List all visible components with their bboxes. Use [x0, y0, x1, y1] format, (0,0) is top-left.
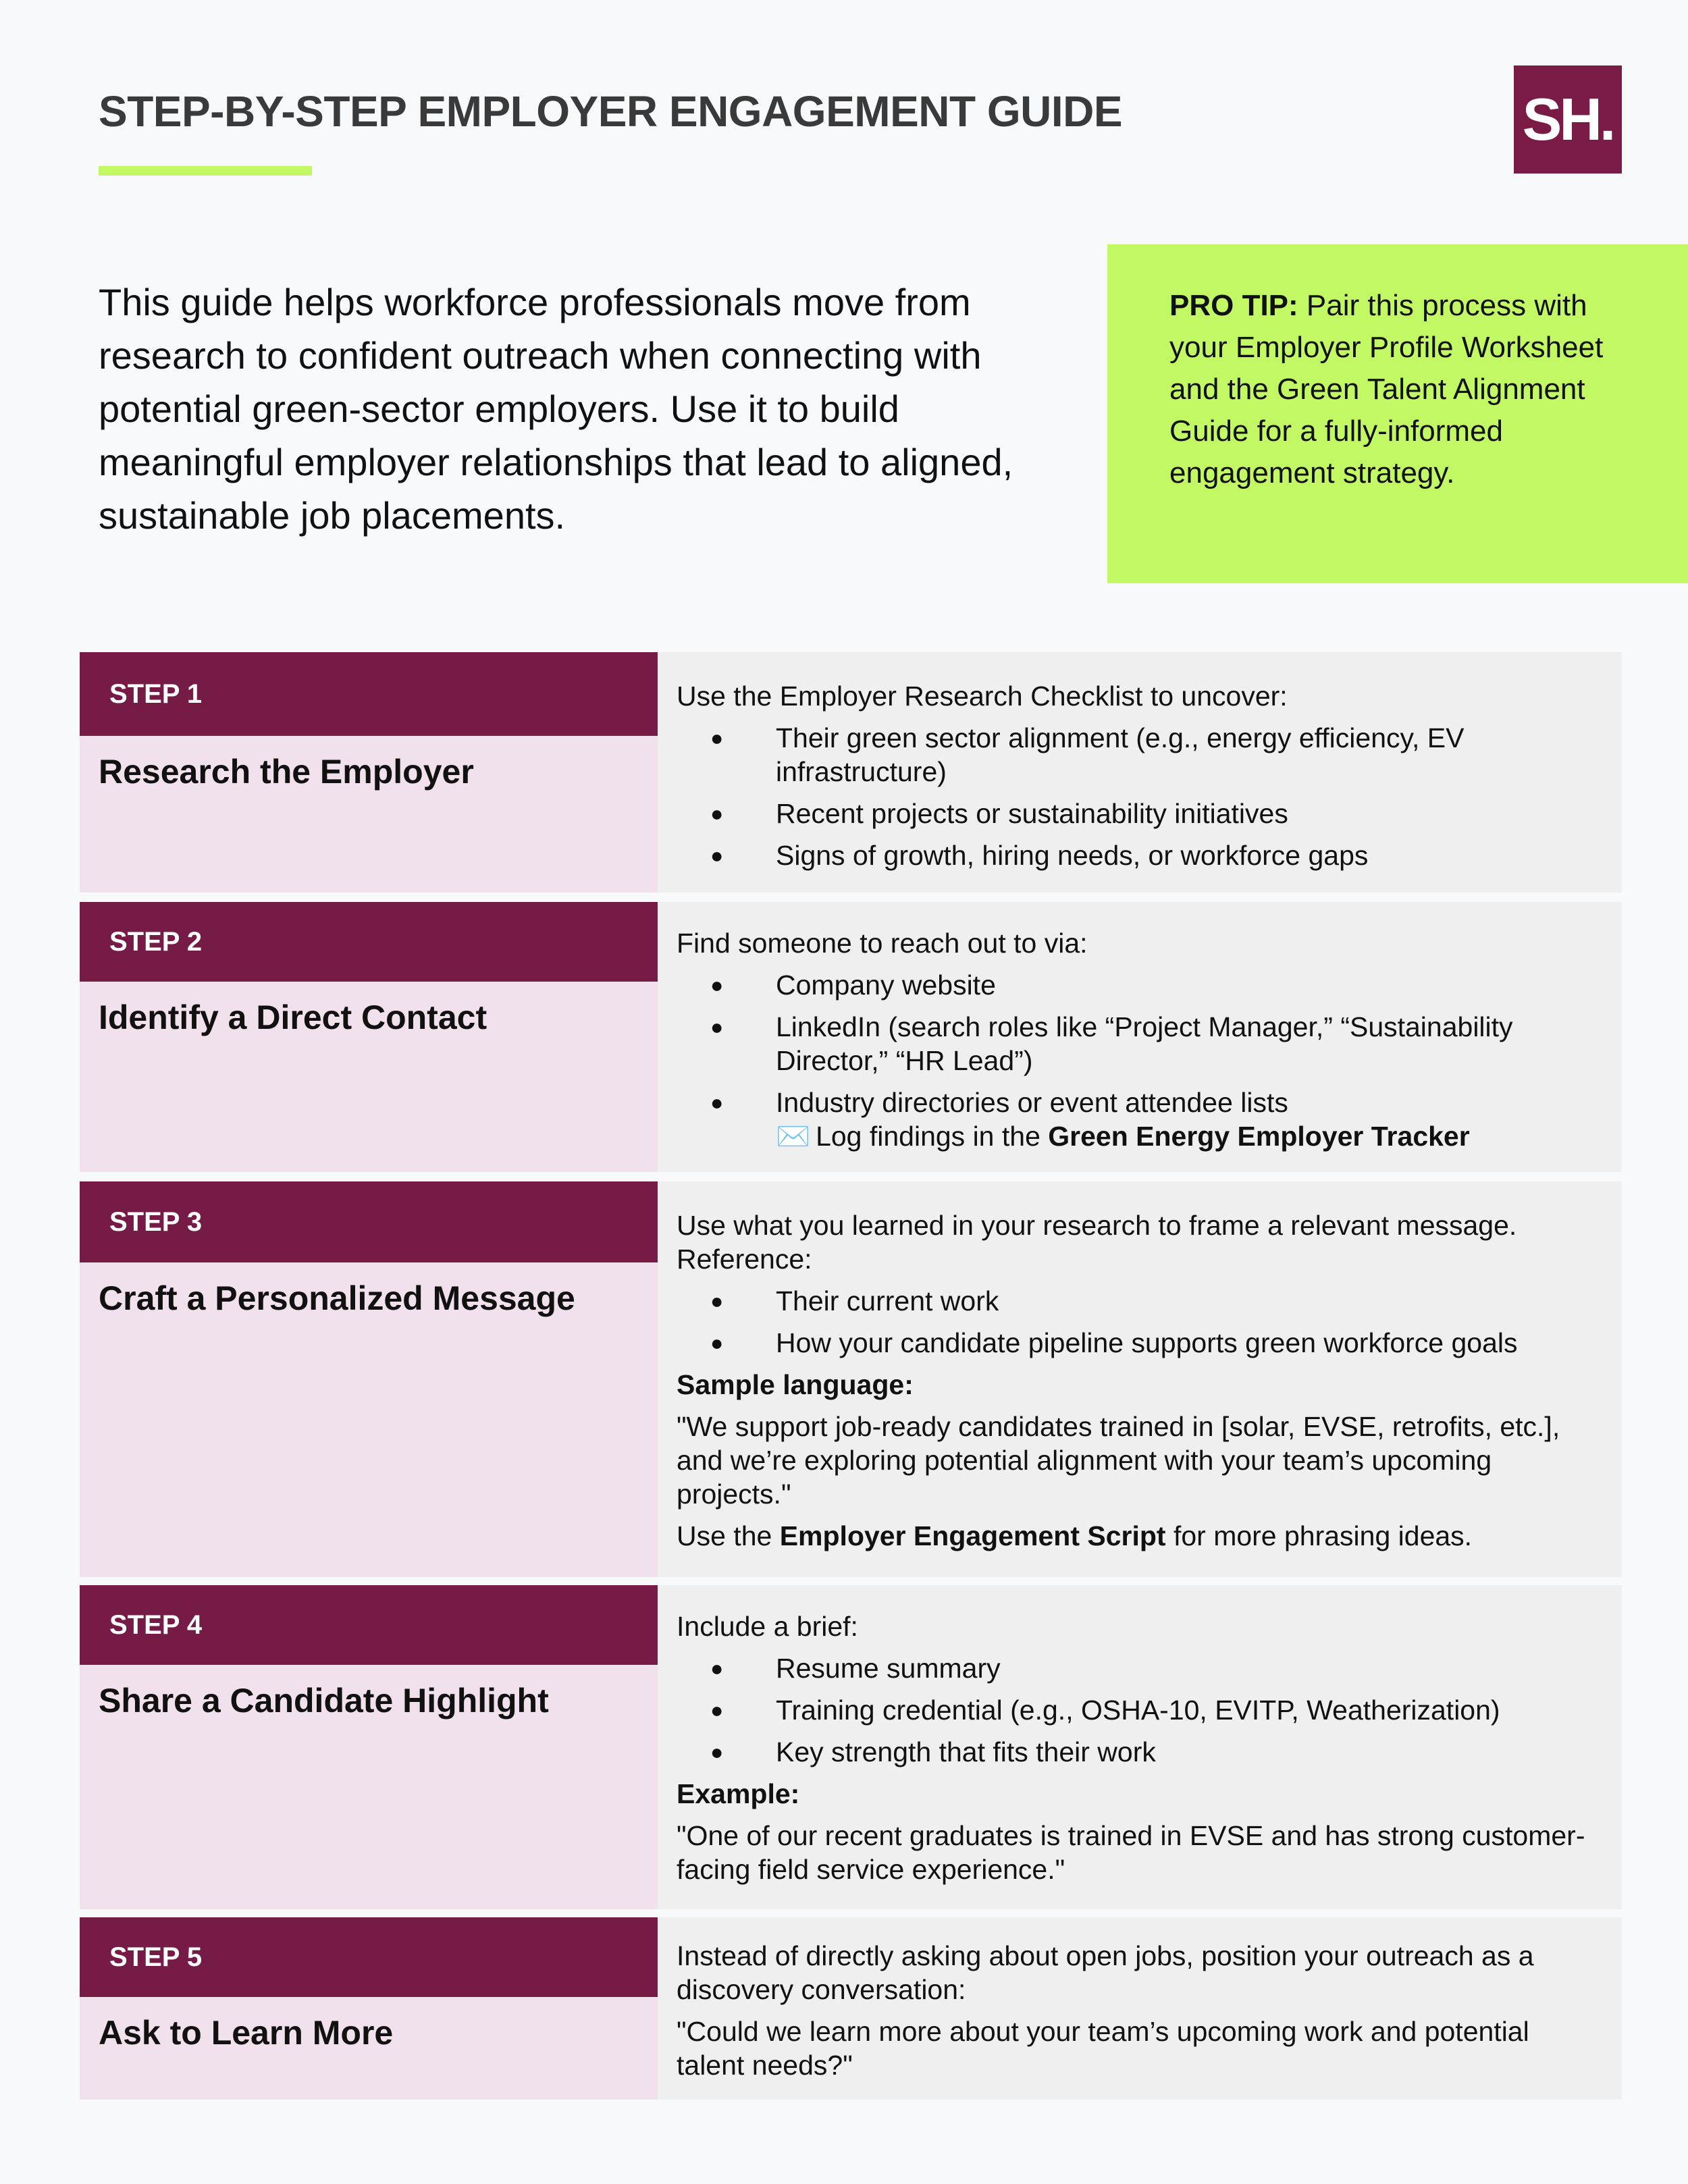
step-5-row	[80, 1917, 1622, 2100]
step-2-intro: Find someone to reach out to via:	[677, 928, 1088, 959]
list-item: ● Signs of growth, hiring needs, or workforce gaps	[677, 838, 1595, 872]
step-3-content	[658, 1181, 1622, 1577]
step-4-content	[658, 1585, 1622, 1909]
step-5-content	[658, 1917, 1622, 2100]
step-1-bullets	[677, 721, 1595, 872]
step-3-outro	[677, 1519, 1595, 1553]
step-4-title: Share a Candidate Highlight	[99, 1682, 549, 1720]
list-item: ● Resume summary	[677, 1651, 1595, 1685]
step-2-content	[658, 902, 1622, 1172]
step-4-label: STEP 4	[80, 1585, 658, 1665]
step-2-title: Identify a Direct Contact	[99, 998, 487, 1036]
step-2-label: STEP 2	[80, 902, 658, 982]
step-5-header	[80, 1917, 658, 2100]
sh-logo: SH.	[1514, 65, 1622, 174]
step-4-header	[80, 1585, 658, 1909]
step-4-row	[80, 1585, 1622, 1909]
step-3-outro-script: Employer Engagement Script	[779, 1520, 1166, 1551]
step-1-label: STEP 1	[80, 652, 658, 736]
step-4-example-text: "One of our recent graduates is trained in EVSE and has strong customer-facing field service experience."	[677, 1820, 1585, 1885]
step-3-label: STEP 3	[80, 1181, 658, 1262]
step-1-intro: Use the Employer Research Checklist to uncover:	[677, 681, 1288, 712]
step-1-row	[80, 652, 1622, 893]
pro-tip-box	[1107, 244, 1688, 583]
list-item: ● Company website	[677, 968, 1595, 1002]
step-2-note-prefix: Log findings in the	[816, 1121, 1049, 1152]
step-1-title: Research the Employer	[99, 753, 474, 791]
step-5-intro: Instead of directly asking about open jobs, position your outreach as a discovery conversation:	[677, 1940, 1534, 2005]
step-3-bullets	[677, 1284, 1595, 1360]
list-item: ● How your candidate pipeline supports green workforce goals	[677, 1326, 1595, 1360]
list-item: ● Their green sector alignment (e.g., energy efficiency, EV infrastructure)	[677, 721, 1595, 789]
step-2-note-tracker: Green Energy Employer Tracker	[1048, 1121, 1470, 1152]
step-3-row	[80, 1181, 1622, 1577]
step-2-bullets	[677, 968, 1595, 1119]
step-1-content	[658, 652, 1622, 893]
step-4-example-heading: Example:	[677, 1778, 800, 1809]
step-2-header	[80, 902, 658, 1172]
list-item: ● Industry directories or event attendee lists	[677, 1086, 1595, 1119]
step-3-header	[80, 1181, 658, 1577]
page-title: STEP-BY-STEP EMPLOYER ENGAGEMENT GUIDE	[99, 87, 1123, 136]
step-5-title: Ask to Learn More	[99, 2014, 394, 2052]
list-item: ● Their current work	[677, 1284, 1595, 1318]
step-3-sample-text: "We support job-ready candidates trained in [solar, EVSE, retrofits, etc.], and we’re exploring potential alignment with your team’s upcoming projects."	[677, 1411, 1560, 1510]
step-5-quote: "Could we learn more about your team’s upcoming work and potential talent needs?"	[677, 2016, 1529, 2081]
step-3-outro-prefix: Use the	[677, 1520, 780, 1551]
title-underline	[99, 166, 312, 176]
pro-tip-text: Pair this process with your Employer Profile Worksheet and the Green Talent Alignment Guide for a fully-informed engagement strategy.	[1169, 289, 1604, 489]
list-item: ● Training credential (e.g., OSHA-10, EVITP, Weatherization)	[677, 1693, 1595, 1727]
intro-paragraph: This guide helps workforce professionals move from research to confident outreach when connecting with potential green-sector employers. Use it to build meaningful employer relationships that lead to aligned, sustainable job placements.	[99, 281, 1013, 537]
list-item: ● Key strength that fits their work	[677, 1735, 1595, 1769]
step-3-intro: Use what you learned in your research to frame a relevant message. Reference:	[677, 1210, 1517, 1275]
list-item: ● LinkedIn (search roles like “Project Manager,” “Sustainability Director,” “HR Lead”)	[677, 1010, 1595, 1077]
list-item: ● Recent projects or sustainability initiatives	[677, 797, 1595, 830]
step-5-label: STEP 5	[80, 1917, 658, 1997]
step-2-row	[80, 902, 1622, 1172]
step-2-note	[677, 1119, 1595, 1153]
step-3-sample-heading: Sample language:	[677, 1369, 914, 1400]
step-3-title: Craft a Personalized Message	[99, 1279, 575, 1317]
step-4-bullets	[677, 1651, 1595, 1769]
envelope-icon: ✉️	[776, 1120, 811, 1152]
pro-tip-label: PRO TIP:	[1169, 289, 1298, 322]
step-3-outro-suffix: for more phrasing ideas.	[1165, 1520, 1473, 1551]
step-1-header	[80, 652, 658, 893]
step-4-intro: Include a brief:	[677, 1611, 858, 1642]
